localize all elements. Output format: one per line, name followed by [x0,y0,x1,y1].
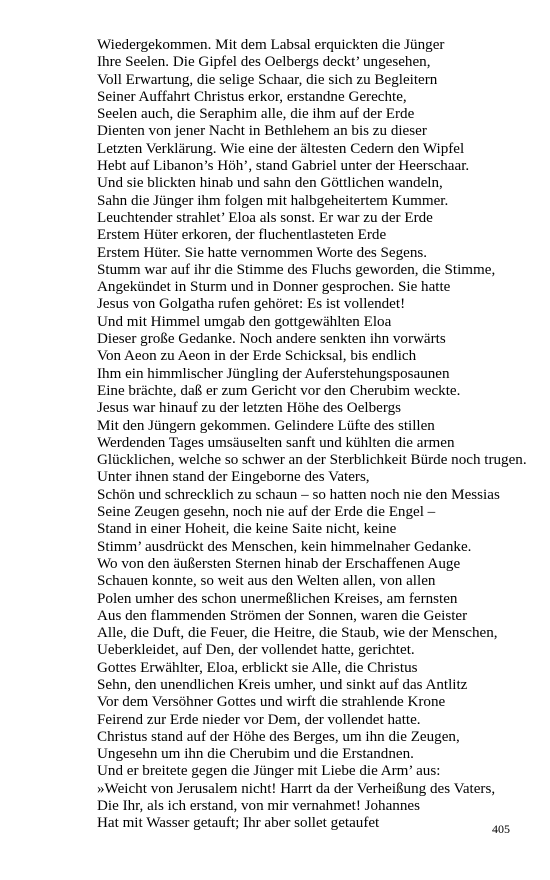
verse-line: Wiedergekommen. Mit dem Labsal erquickten die Jünger [97,37,445,53]
verse-line: Sehn, den unendlichen Kreis umher, und sinkt auf das Antlitz [97,676,468,693]
verse-line: Angekündet in Sturm und in Donner gesprochen. Sie hatte [97,279,451,296]
verse-text-block [97,37,537,833]
verse-line: Letzten Verklärung. Wie eine der ältesten Cedern den Wipfel [97,140,465,157]
verse-line: Feirend zur Erde nieder vor Dem, der vollendet hatte. [97,711,421,728]
verse-line: Voll Erwartung, die selige Schaar, die sich zu Begleitern [97,71,438,88]
verse-line: Und mit Himmel umgab den gottgewählten Eloa [97,313,392,330]
verse-line: Dienten von jener Nacht in Bethlehem an bis zu dieser [97,123,427,140]
verse-line: Und sie blickten hinab und sahn den Göttlichen wandeln, [97,175,443,192]
verse-line: Ungesehn um ihn die Cherubim und die Erstandnen. [97,746,414,763]
verse-line: Seine Zeugen gesehn, noch nie auf der Erde die Engel – [97,504,436,521]
verse-line: Stand in einer Hoheit, die keine Saite nicht, keine [97,521,397,538]
verse-line: Aus den flammenden Strömen der Sonnen, waren die Geister [97,607,468,624]
verse-line: Erstem Hüter. Sie hatte vernommen Worte des Segens. [97,244,428,261]
verse-line: Stimm’ ausdrückt des Menschen, kein himmelnaher Gedanke. [97,538,472,555]
verse-line: Dieser große Gedanke. Noch andere senkten ihn vorwärts [97,331,446,348]
verse-line: »Weicht von Jerusalem nicht! Harrt da der Verheißung des Vaters, [97,780,496,797]
verse-line: Schön und schrecklich zu schaun – so hatten noch nie den Messias [97,486,500,503]
verse-line: Gottes Erwählter, Eloa, erblickt sie Alle, die Christus [97,659,418,676]
verse-line: Jesus von Golgatha rufen gehöret: Es ist vollendet! [97,296,406,313]
verse-line: Die Ihr, als ich erstand, von mir vernahmet! Johannes [97,798,420,815]
verse-line: Schauen konnte, so weit aus den Welten allen, von allen [97,573,436,590]
verse-line: Alle, die Duft, die Feuer, die Heitre, die Staub, wie der Menschen, [97,625,498,642]
verse-line: Werdenden Tages umsäuselten sanft und kühlten die armen [97,434,455,451]
verse-line: Hebt auf Libanon’s Höh’, stand Gabriel unter der Heerschaar. [97,158,470,175]
verse-line: Eine brächte, daß er zum Gericht vor den Cherubim weckte. [97,382,461,399]
verse-line: Wo von den äußersten Sternen hinab der Erschaffenen Auge [97,555,461,572]
verse-line: Von Aeon zu Aeon in der Erde Schicksal, bis endlich [97,348,417,365]
verse-line: Glücklichen, welche so schwer an der Sterblichkeit Bürde noch trugen. [97,452,527,469]
verse-line: Mit den Jüngern gekommen. Gelindere Lüfte des stillen [97,417,435,434]
verse-line: Unter ihnen stand der Eingeborne des Vaters, [97,469,370,486]
verse-line: Ihre Seelen. Die Gipfel des Oelbergs deckt’ ungesehen, [97,54,431,71]
verse-line: Stumm war auf ihr die Stimme des Fluchs geworden, die Stimme, [97,261,496,278]
verse-line: Jesus war hinauf zu der letzten Höhe des Oelbergs [97,400,402,417]
verse-line: Polen umher des schon unermeßlichen Kreises, am fernsten [97,590,458,607]
verse-line: Ihm ein himmlischer Jüngling der Auferstehungsposaunen [97,365,450,382]
verse-line: Seelen auch, die Seraphim alle, die ihm auf der Erde [97,106,415,123]
verse-line: Ueberkleidet, auf Den, der vollendet hatte, gerichtet. [97,642,415,659]
verse-line: Leuchtender strahlet’ Eloa als sonst. Er war zu der Erde [97,209,433,226]
verse-line: Seiner Auffahrt Christus erkor, erstandne Gerechte, [97,88,407,105]
verse-line: Und er breitete gegen die Jünger mit Liebe die Arm’ aus: [97,763,441,780]
verse-line: Christus stand auf der Höhe des Berges, um ihn die Zeugen, [97,728,460,745]
verse-line: Vor dem Versöhner Gottes und wirft die strahlende Krone [97,694,446,711]
verse-line: Sahn die Jünger ihm folgen mit halbgeheitertem Kummer. [97,192,449,209]
page-number: 405 [492,822,510,836]
verse-line: Erstem Hüter erkoren, der fluchentlasteten Erde [97,227,387,244]
verse-line: Hat mit Wasser getauft; Ihr aber sollet getaufet [97,815,380,832]
